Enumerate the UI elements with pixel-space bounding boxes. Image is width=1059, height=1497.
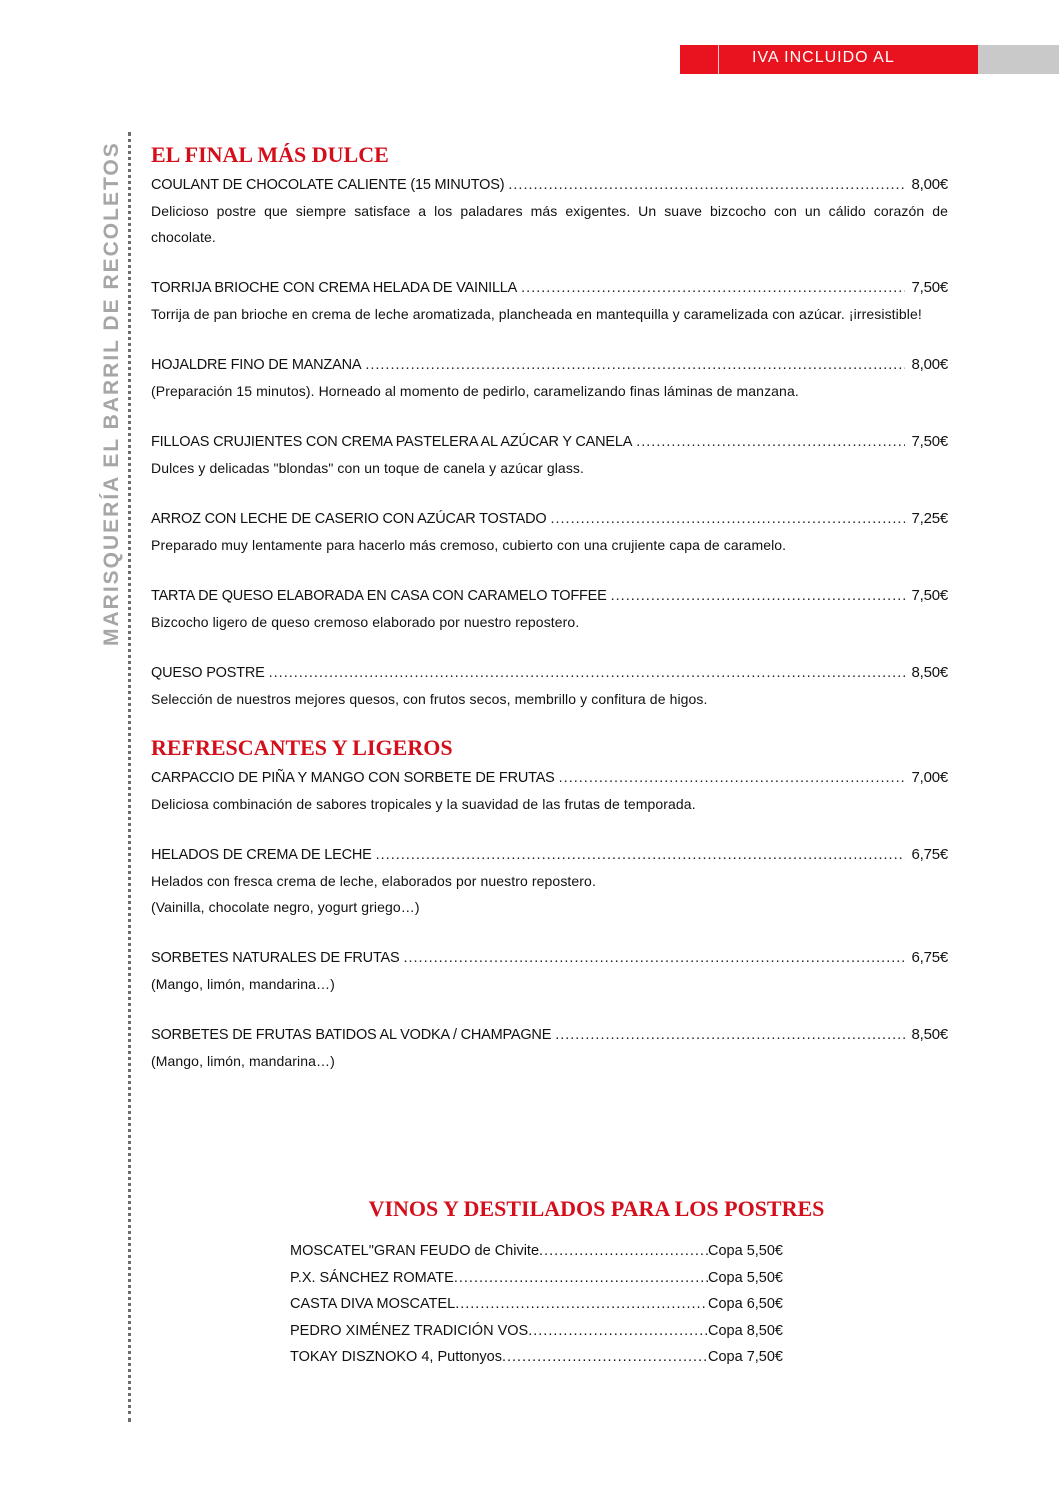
item-price: 7,00€ [911, 769, 948, 786]
wine-row [290, 1265, 810, 1292]
wine-name: P.X. SÁNCHEZ ROMATE [290, 1269, 454, 1286]
wine-row [290, 1291, 810, 1318]
wine-price: Copa 8,50€ [708, 1322, 783, 1339]
wine-name: TOKAY DISZNOKO 4, Puttonyos [290, 1349, 502, 1365]
sidebar-dotted-divider [128, 132, 131, 1422]
menu-item [151, 275, 948, 327]
wine-price: Copa 7,50€ [708, 1349, 783, 1365]
section-title-wines: VINOS Y DESTILADOS PARA LOS POSTRES [368, 1196, 825, 1221]
item-description: Bizcocho ligero de queso cremoso elaborado por nuestro repostero. [151, 614, 580, 630]
menu-item [151, 660, 948, 712]
item-description: Selección de nuestros mejores quesos, con frutos secos, membrillo y confitura de higos. [151, 691, 708, 707]
item-name: HELADOS DE CREMA DE LECHE [151, 847, 372, 863]
dot-leader [559, 765, 906, 791]
dot-leader [550, 506, 905, 532]
wine-name: MOSCATEL"GRAN FEUDO de Chivite [290, 1243, 540, 1259]
item-description: Helados con fresca crema de leche, elaborados por nuestro repostero. [151, 873, 596, 889]
item-price: 7,50€ [911, 587, 948, 604]
wine-name: PEDRO XIMÉNEZ TRADICIÓN VOS [290, 1322, 529, 1339]
menu-item [151, 945, 948, 997]
item-name: FILLOAS CRUJIENTES CON CREMA PASTELERA AL AZÚCAR Y CANELA [151, 434, 633, 450]
dot-leader [539, 1238, 708, 1265]
dot-leader [403, 945, 905, 971]
wine-row [290, 1318, 810, 1345]
dot-leader [555, 1022, 905, 1048]
item-price: 6,75€ [911, 846, 948, 863]
wine-price: Copa 5,50€ [708, 1243, 783, 1259]
dot-leader [455, 1291, 708, 1318]
wine-price: Copa 5,50€ [708, 1269, 783, 1286]
item-description: Preparado muy lentamente para hacerlo más cremoso, cubierto con una crujiente capa de caramelo. [151, 537, 787, 553]
item-price: 8,50€ [911, 1026, 948, 1043]
menu-content [151, 138, 948, 1099]
section-title: EL FINAL MÁS DULCE [151, 142, 389, 167]
item-description: Deliciosa combinación de sabores tropicales y la suavidad de las frutas de temporada. [151, 796, 696, 812]
item-description: Torrija de pan brioche en crema de leche aromatizada, plancheada en mantequilla y caramelizada con azúcar. ¡irresistible! [151, 306, 922, 322]
item-price: 8,50€ [911, 664, 948, 681]
section-refrescantes-y-ligeros [151, 731, 948, 1074]
item-name: TORRIJA BRIOCHE CON CREMA HELADA DE VAINILLA [151, 280, 518, 296]
dot-leader [611, 583, 906, 609]
menu-item [151, 429, 948, 481]
item-name: QUESO POSTRE [151, 665, 265, 681]
menu-item [151, 583, 948, 635]
header-divider [718, 45, 719, 74]
section-el-final-mas-dulce [151, 138, 948, 712]
wine-list [290, 1238, 810, 1371]
item-price: 8,00€ [911, 356, 948, 373]
item-name: COULANT DE CHOCOLATE CALIENTE (15 MINUTOS) [151, 177, 505, 193]
item-description: (Mango, limón, mandarina…) [151, 976, 335, 992]
dot-leader [365, 352, 905, 378]
item-name: CARPACCIO DE PIÑA Y MANGO CON SORBETE DE FRUTAS [151, 770, 555, 786]
dot-leader [454, 1265, 708, 1292]
item-description: (Mango, limón, mandarina…) [151, 1053, 335, 1069]
menu-item [151, 1022, 948, 1074]
dot-leader [376, 842, 906, 868]
item-price: 8,00€ [911, 176, 948, 193]
wine-row [290, 1344, 810, 1371]
sidebar-restaurant-name: MARISQUERÍA EL BARRIL DE RECOLETOS [100, 141, 123, 646]
wine-row [290, 1238, 810, 1265]
header-band-text: IVA INCLUIDO AL [752, 49, 895, 66]
menu-item [151, 506, 948, 558]
dot-leader [636, 429, 905, 455]
item-name: HOJALDRE FINO DE MANZANA [151, 357, 362, 373]
header-gray-band [978, 45, 1059, 74]
item-name: SORBETES NATURALES DE FRUTAS [151, 950, 400, 966]
item-name: ARROZ CON LECHE DE CASERIO CON AZÚCAR TOSTADO [151, 511, 547, 527]
item-name: TARTA DE QUESO ELABORADA EN CASA CON CARAMELO TOFFEE [151, 588, 607, 604]
item-description: (Preparación 15 minutos). Horneado al momento de pedirlo, caramelizando finas láminas de manzana. [151, 383, 799, 399]
dot-leader [521, 275, 905, 301]
dot-leader [269, 660, 906, 686]
dot-leader [502, 1344, 708, 1371]
item-price: 7,50€ [911, 433, 948, 450]
menu-item [151, 765, 948, 817]
item-price: 7,50€ [911, 279, 948, 296]
item-price: 6,75€ [911, 949, 948, 966]
item-description-extra: (Vainilla, chocolate negro, yogurt griego…) [151, 899, 420, 915]
menu-item [151, 842, 948, 920]
wine-name: CASTA DIVA MOSCATEL [290, 1296, 456, 1312]
item-price: 7,25€ [911, 510, 948, 527]
menu-item [151, 352, 948, 404]
section-title: REFRESCANTES Y LIGEROS [151, 735, 453, 760]
item-name: SORBETES DE FRUTAS BATIDOS AL VODKA / CHAMPAGNE [151, 1027, 552, 1043]
menu-item [151, 172, 948, 250]
item-description: Delicioso postre que siempre satisface a los paladares más exigentes. Un suave bizcocho con un cálido corazón de chocolate. [151, 203, 948, 245]
dot-leader [528, 1318, 708, 1345]
wine-price: Copa 6,50€ [708, 1296, 783, 1312]
item-description: Dulces y delicadas "blondas" con un toque de canela y azúcar glass. [151, 460, 585, 476]
dot-leader [508, 172, 905, 198]
